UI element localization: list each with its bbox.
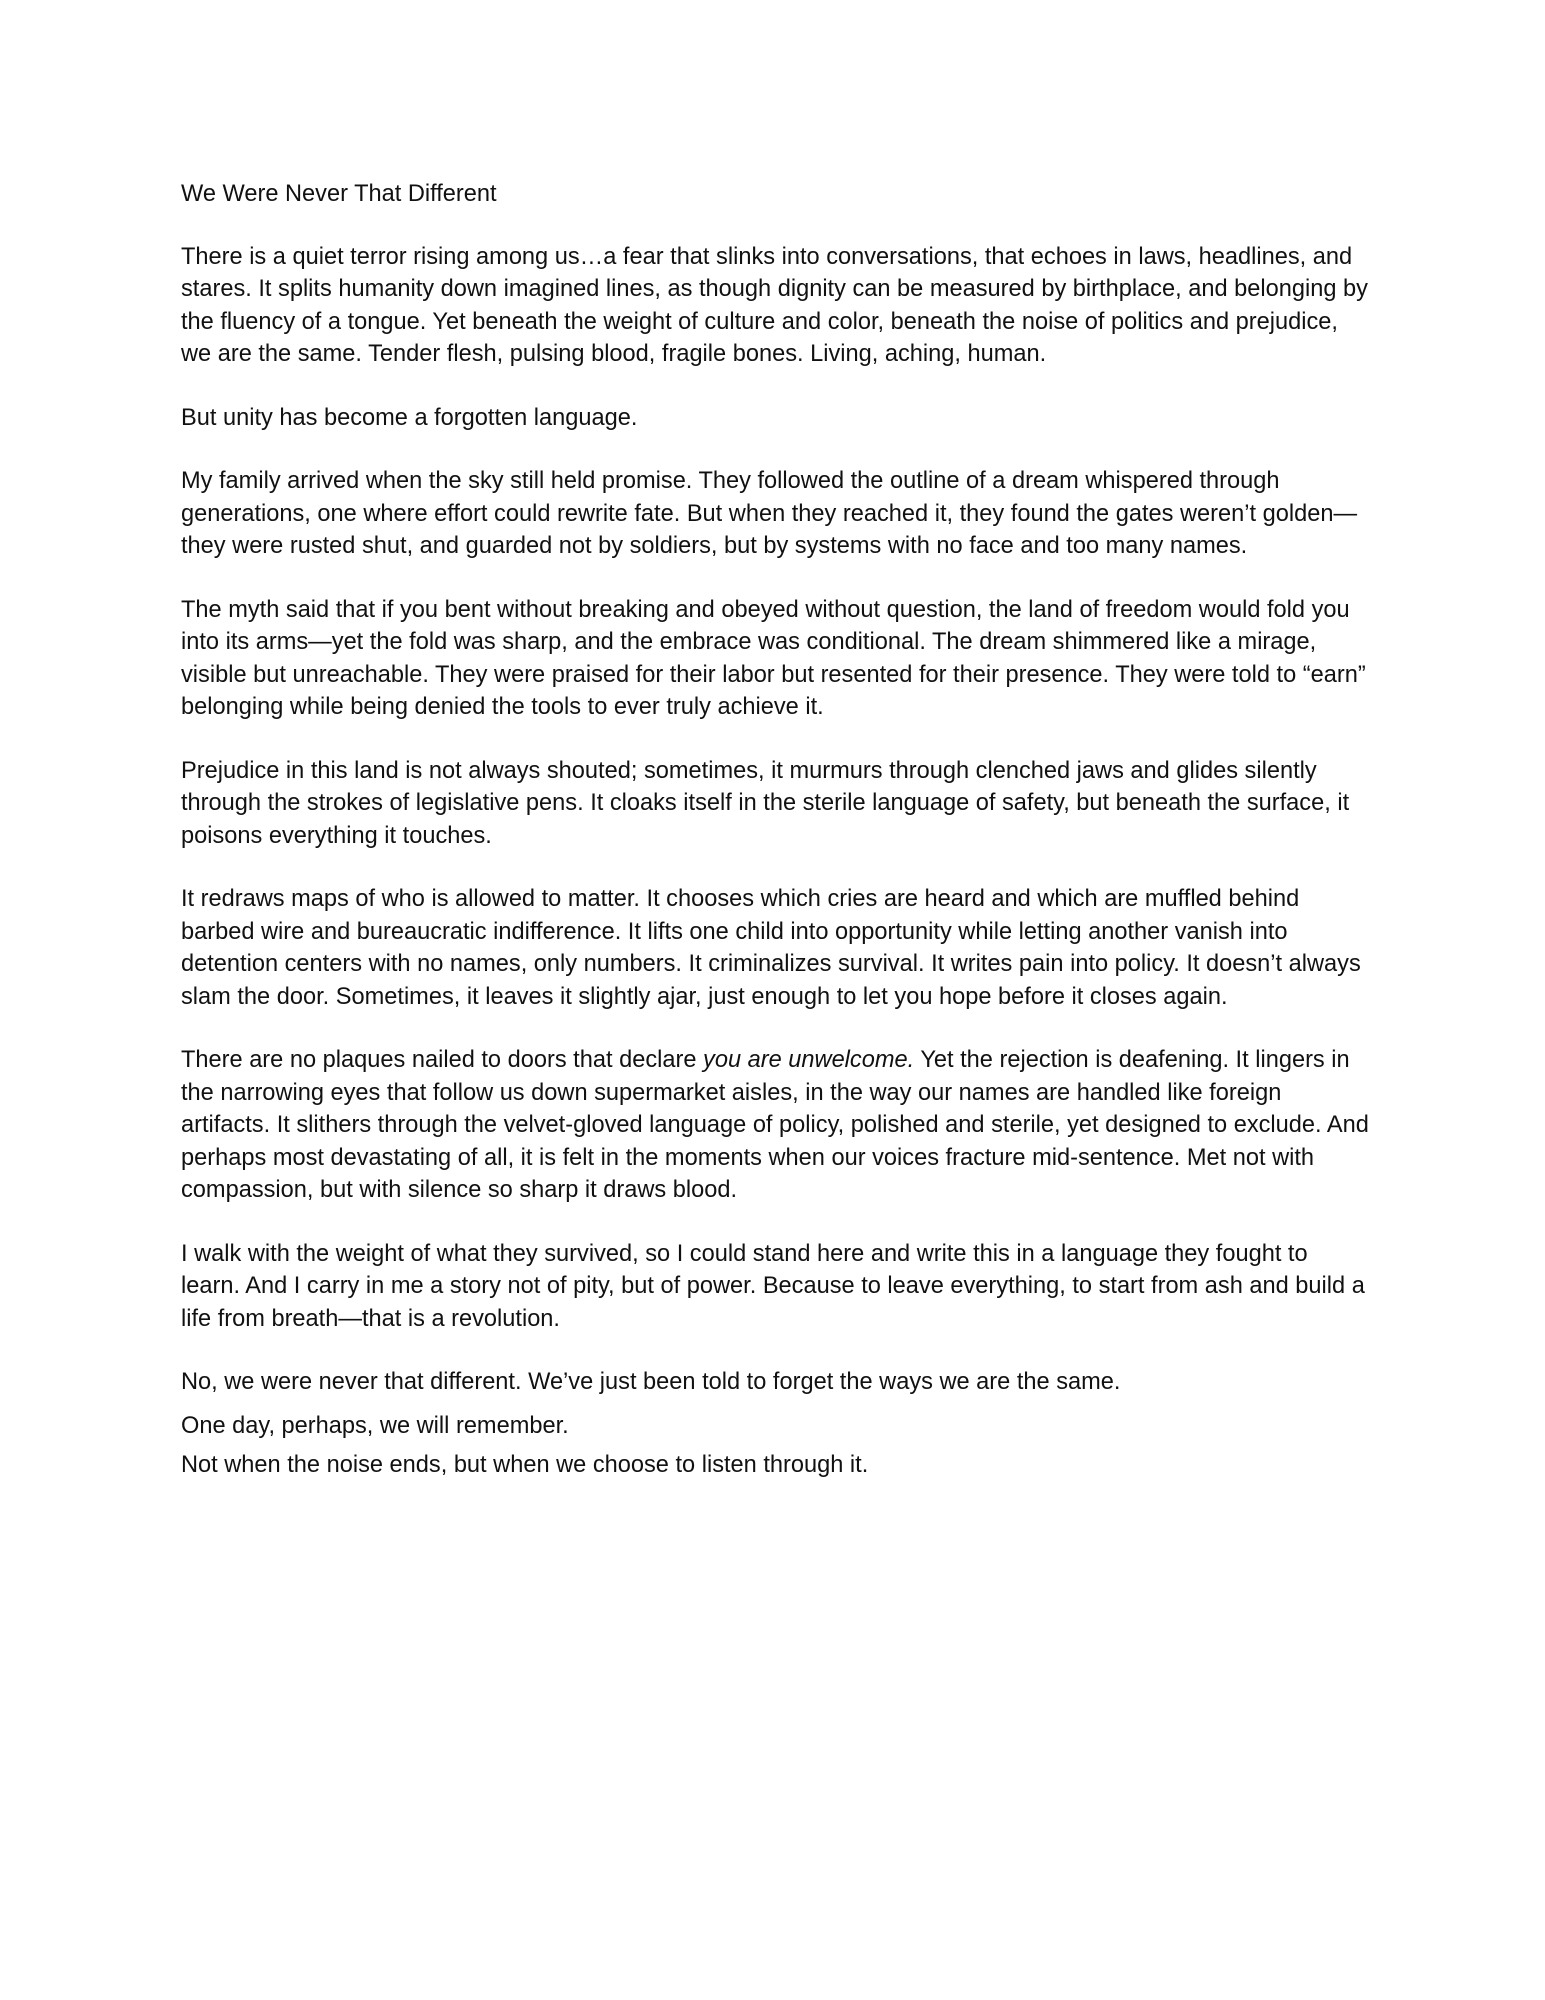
closing-line-remember: One day, perhaps, we will remember. bbox=[181, 1412, 569, 1439]
document-title: We Were Never That Different bbox=[181, 181, 497, 207]
paragraph-walk: I walk with the weight of what they survived, so I could stand here and write this in a language they fought to learn. And I carry in me a story not of pity, but of power. Because to leave everything, to start from ash and build a life from breath—that is a revolution. bbox=[181, 1240, 1365, 1332]
plaques-emphasis: you are unwelcome. bbox=[703, 1047, 915, 1073]
closing-line-listen: Not when the noise ends, but when we choose to listen through it. bbox=[181, 1452, 869, 1478]
paragraph-plaques bbox=[181, 1044, 1371, 1207]
paragraph-redraws-maps: It redraws maps of who is allowed to matter. It chooses which cries are heard and which are muffled behind barbed wire and bureaucratic indifference. It lifts one child into opportunity while letting another vanish into detention centers with no names, only numbers. It criminalizes survival. It writes pain into policy. It doesn’t always slam the door. Sometimes, it leaves it slightly ajar, just enough to let you hope before it closes again. bbox=[181, 886, 1361, 1010]
paragraph-family-arrived: My family arrived when the sky still held promise. They followed the outline of a dream whispered through generations, one where effort could rewrite fate. But when they reached it, they found the gates weren’t golden—they were rusted shut, and guarded not by soldiers, but by systems with no face and too many names. bbox=[181, 468, 1358, 559]
plaques-text-after: Yet the rejection is deafening. It lingers in the narrowing eyes that follow us down supermarket aisles, in the way our names are handled like foreign artifacts. It slithers through the velvet-gloved language of policy, polished and sterile, yet designed to exclude. And perhaps most devastating of all, it is felt in the moments when our voices fracture mid-sentence. Met not with compassion, but with silence so sharp it draws blood. bbox=[181, 1047, 1369, 1203]
paragraph-prejudice: Prejudice in this land is not always shouted; sometimes, it murmurs through clenched jaws and glides silently through the strokes of legislative pens. It cloaks itself in the sterile language of safety, but beneath the surface, it poisons everything it touches. bbox=[181, 757, 1350, 849]
paragraph-myth: The myth said that if you bent without breaking and obeyed without question, the land of freedom would fold you into its arms—yet the fold was sharp, and the embrace was conditional. The dream shimmered like a mirage, visible but unreachable. They were praised for their labor but resented for their presence. They were told to “earn” belonging while being denied the tools to ever truly achieve it. bbox=[181, 596, 1366, 720]
document-body bbox=[181, 178, 1371, 1513]
paragraph-quiet-terror: There is a quiet terror rising among us…a fear that slinks into conversations, that echoes in laws, headlines, and stares. It splits humanity down imagined lines, as though dignity can be measured by birthplace, and belonging by the fluency of a tongue. Yet beneath the weight of culture and color, beneath the noise of politics and prejudice, we are the same. Tender flesh, pulsing blood, fragile bones. Living, aching, human. bbox=[181, 243, 1368, 367]
paragraph-unity: But unity has become a forgotten language. bbox=[181, 404, 638, 431]
plaques-text-before: There are no plaques nailed to doors that declare bbox=[181, 1047, 704, 1073]
closing-line-never-different: No, we were never that different. We’ve just been told to forget the ways we are the same. bbox=[181, 1369, 1121, 1395]
